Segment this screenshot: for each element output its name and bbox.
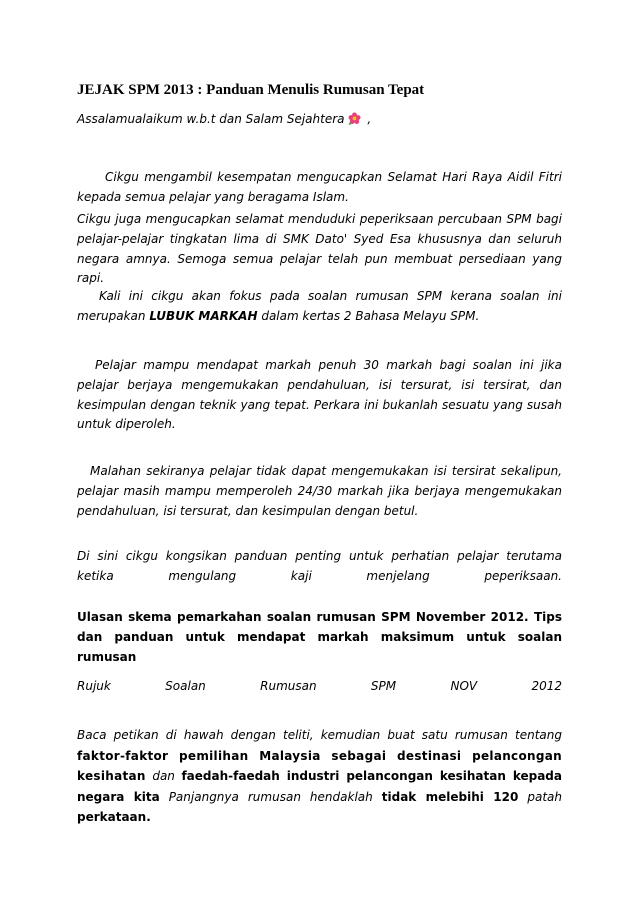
paragraph-percubaan: Cikgu juga mengucapkan selamat menduduki peperiksaan percubaan SPM bagi pelajar-pelajar tingkatan lima di SMK Dato' Syed Esa khususnya dan seluruh negara amnya. Semoga semua pelajar telah pun membuat persediaan yang rapi. <box>77 212 562 286</box>
paragraph-lubuk-markah <box>77 287 562 327</box>
greeting-line <box>77 110 562 130</box>
lubuk-markah-emphasis: LUBUK MARKAH <box>149 308 258 323</box>
para9-bold-faktor: faktor-faktor pemilihan Malaysia sebagai destinasi pelancongan kesihatan <box>77 748 562 783</box>
paragraph-panduan: Di sini cikgu kongsikan panduan penting untuk perhatian pelajar terutama ketika mengulang kaji menjelang peperiksaan. <box>77 549 562 583</box>
para9-bold-perkataan: perkataan. <box>77 810 151 824</box>
paragraph-markah-penuh: Pelajar mampu mendapat markah penuh 30 markah bagi soalan ini jika pelajar berjaya mengemukakan pendahuluan, isi tersurat, isi tersirat, dan kesimpulan dengan teknik yang tepat. Perkara ini bukanlah sesuatu yang susah untuk diperoleh. <box>77 358 562 432</box>
page-title: JEJAK SPM 2013 : Panduan Menulis Rumusan Tepat <box>77 82 425 98</box>
paragraph-tersirat: Malahan sekiranya pelajar tidak dapat mengemukakan isi tersirat sekalipun, pelajar masih mampu memperoleh 24/30 markah jika berjaya mengemukakan pendahuluan, isi tersurat, dan kesimpulan dengan betul. <box>77 464 562 518</box>
paragraph-ulasan-skema: Ulasan skema pemarkahan soalan rumusan SPM November 2012. Tips dan panduan untuk mendapat markah maksimum untuk soalan rumusan <box>77 610 562 664</box>
para9-t4: patah <box>518 789 562 804</box>
paragraph-arahan-rumusan <box>77 725 562 828</box>
greeting-text: Assalamualaikum w.b.t dan Salam Sejahtera <box>77 112 345 126</box>
para9-t1: Baca petikan di hawah dengan teliti, kemudian buat satu rumusan tentang <box>77 728 562 742</box>
flower-icon <box>347 111 362 126</box>
para9-bold-faedah: faedah-faedah industri pelancongan kesihatan kepada negara kita <box>77 769 562 804</box>
para9-bold-tidak-melebihi: tidak melebihi 120 <box>381 789 519 804</box>
para9-t3: Panjangnya rumusan hendaklah <box>159 789 382 804</box>
greeting-suffix: , <box>363 112 372 126</box>
para3-before: Kali ini cikgu akan fokus pada soalan rumusan SPM kerana soalan ini merupakan <box>77 289 562 323</box>
paragraph-rujuk-soalan: Rujuk Soalan Rumusan SPM NOV 2012 <box>77 679 562 693</box>
para3-after: dalam kertas 2 Bahasa Melayu SPM. <box>257 308 480 323</box>
paragraph-hari-raya: Cikgu mengambil kesempatan mengucapkan Selamat Hari Raya Aidil Fitri kepada semua pelajar yang beragama Islam. <box>77 170 562 204</box>
para9-t2: dan <box>145 769 182 783</box>
